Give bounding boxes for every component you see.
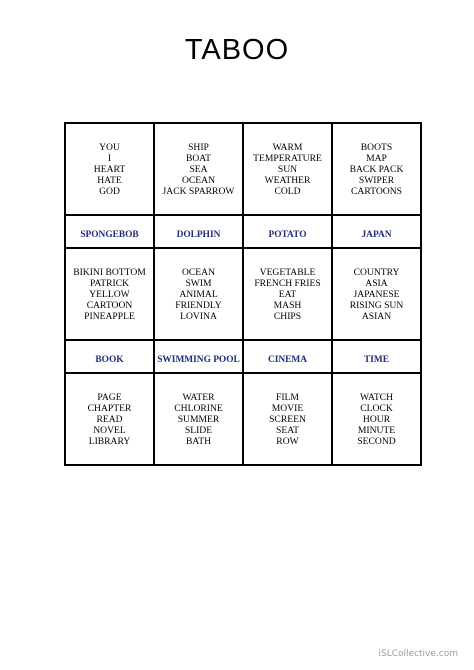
taboo-word: GOD xyxy=(99,185,120,197)
taboo-word: COLD xyxy=(274,185,301,197)
taboo-word: MINUTE xyxy=(357,424,396,436)
taboo-word: SUN xyxy=(277,163,298,175)
key-word: CINEMA xyxy=(267,355,308,365)
taboo-word: READ xyxy=(96,413,123,425)
taboo-word: CHAPTER xyxy=(87,402,132,414)
key-word-cell xyxy=(154,215,243,248)
taboo-word: FRENCH FRIES xyxy=(254,277,321,289)
taboo-word: TEMPERATURE xyxy=(253,152,322,164)
key-words-row xyxy=(65,340,421,373)
taboo-words-cell xyxy=(154,123,243,215)
taboo-word: PATRICK xyxy=(89,277,130,289)
taboo-words-cell xyxy=(332,248,421,340)
taboo-word: ANIMAL xyxy=(179,288,218,300)
key-word-cell xyxy=(243,340,332,373)
taboo-words-row xyxy=(65,123,421,215)
taboo-word: BACK PACK xyxy=(349,163,404,175)
key-word: JAPAN xyxy=(361,230,392,240)
taboo-word: ROW xyxy=(276,435,299,447)
key-word-cell xyxy=(243,215,332,248)
taboo-words-cell xyxy=(65,123,154,215)
taboo-word: YOU xyxy=(99,141,120,153)
taboo-word: HEART xyxy=(93,163,126,175)
taboo-word: YELLOW xyxy=(89,288,130,300)
key-word: BOOK xyxy=(95,355,124,365)
taboo-word: CARTOONS xyxy=(351,185,402,197)
taboo-word: BATH xyxy=(185,435,212,447)
taboo-word: CHIPS xyxy=(273,310,302,322)
taboo-word: WEATHER xyxy=(264,174,311,186)
taboo-word: RISING SUN xyxy=(349,299,404,311)
taboo-word: FILM xyxy=(276,391,299,403)
key-word: TIME xyxy=(363,355,389,365)
taboo-word: EAT xyxy=(278,288,297,300)
taboo-word: SWIM xyxy=(185,277,212,289)
taboo-word: VEGETABLE xyxy=(259,266,316,278)
taboo-word: PAGE xyxy=(97,391,122,403)
taboo-word: SUMMER xyxy=(177,413,220,425)
taboo-word: OCEAN xyxy=(181,174,216,186)
taboo-word: SWIPER xyxy=(358,174,395,186)
taboo-word: COUNTRY xyxy=(353,266,400,278)
taboo-word: MAP xyxy=(366,152,387,164)
taboo-word: BIKINI BOTTOM xyxy=(73,266,146,278)
taboo-words-row xyxy=(65,248,421,340)
key-word-cell xyxy=(65,215,154,248)
taboo-word: CHLORINE xyxy=(174,402,223,414)
key-word-cell xyxy=(332,215,421,248)
taboo-word: HATE xyxy=(97,174,122,186)
taboo-word: BOOTS xyxy=(360,141,393,153)
taboo-words-cell xyxy=(154,373,243,465)
taboo-words-cell xyxy=(65,248,154,340)
key-word-cell xyxy=(154,340,243,373)
taboo-word: HOUR xyxy=(362,413,391,425)
taboo-word: ASIA xyxy=(365,277,388,289)
taboo-card-grid xyxy=(64,122,422,466)
taboo-words-cell xyxy=(243,248,332,340)
taboo-word: NOVEL xyxy=(93,424,126,436)
taboo-word: SHIP xyxy=(188,141,209,153)
taboo-word: MASH xyxy=(273,299,302,311)
taboo-word: LOVINA xyxy=(180,310,217,322)
key-word-cell xyxy=(65,340,154,373)
taboo-word: JACK SPARROW xyxy=(162,185,235,197)
taboo-word: WATCH xyxy=(359,391,394,403)
key-word: SPONGEBOB xyxy=(80,230,139,240)
taboo-words-cell xyxy=(243,373,332,465)
taboo-word: PINEAPPLE xyxy=(84,310,135,322)
taboo-words-cell xyxy=(332,373,421,465)
taboo-words-cell xyxy=(65,373,154,465)
taboo-word: CLOCK xyxy=(360,402,393,414)
taboo-word: JAPANESE xyxy=(353,288,400,300)
taboo-word: OCEAN xyxy=(181,266,216,278)
key-word: POTATO xyxy=(268,230,307,240)
taboo-word: BOAT xyxy=(185,152,212,164)
taboo-words-cell xyxy=(243,123,332,215)
key-word: SWIMMING POOL xyxy=(157,355,240,365)
taboo-word: FRIENDLY xyxy=(175,299,222,311)
taboo-word: WARM xyxy=(272,141,303,153)
taboo-word: WATER xyxy=(182,391,215,403)
taboo-word: LIBRARY xyxy=(88,435,131,447)
taboo-word: ASIAN xyxy=(361,310,392,322)
taboo-word: SEAT xyxy=(276,424,299,436)
site-watermark: iSLCollective.com xyxy=(378,649,458,659)
taboo-word: MOVIE xyxy=(271,402,304,414)
taboo-word: SLIDE xyxy=(184,424,213,436)
taboo-words-cell xyxy=(154,248,243,340)
taboo-word: I xyxy=(107,152,112,164)
taboo-words-cell xyxy=(332,123,421,215)
taboo-word: SEA xyxy=(189,163,208,175)
taboo-word: SECOND xyxy=(357,435,396,447)
page-title: TABOO xyxy=(184,34,290,66)
key-words-row xyxy=(65,215,421,248)
taboo-words-row xyxy=(65,373,421,465)
taboo-word: CARTOON xyxy=(86,299,133,311)
taboo-word: SCREEN xyxy=(269,413,306,425)
key-word: DOLPHIN xyxy=(176,230,221,240)
key-word-cell xyxy=(332,340,421,373)
